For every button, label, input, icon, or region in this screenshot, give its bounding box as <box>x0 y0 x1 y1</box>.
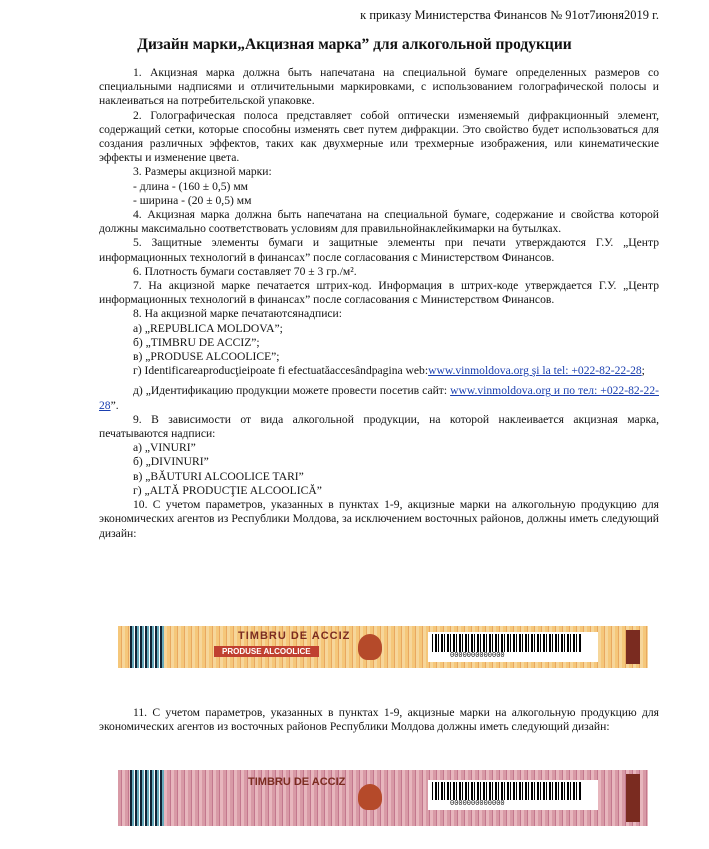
stamp-title: TIMBRU DE ACCIZ <box>238 630 351 642</box>
stamp-product-label: PRODUSE ALCOOLICE <box>214 646 319 657</box>
paragraph-8-item-b: б) „TIMBRU DE ACCIZ”; <box>133 335 260 349</box>
hologram-strip <box>130 626 164 668</box>
paragraph-3: 3. Размеры акцизной марки: <box>133 165 272 179</box>
side-band <box>626 774 640 822</box>
side-band <box>626 630 640 664</box>
document-body <box>99 66 659 541</box>
barcode-panel <box>428 632 598 662</box>
paragraph-4: 4. Акцизная марка должна быть напечатана на специальной бумаге, содержание и свойства которой должны максимально соответствовать условиям для правильнойнаклейкимарки на бутылках. <box>99 208 659 236</box>
vinmoldova-link-ro[interactable]: www.vinmoldova.org şi la tel: +022-82-22-28 <box>428 364 642 378</box>
document-title: Дизайн марки„Акцизная марка” для алкогольной продукции <box>137 36 572 53</box>
excise-stamp-image-1 <box>118 626 648 668</box>
paragraph-5: 5. Защитные элементы бумаги и защитные элементы при печати утверждаются Г.У. „Центр информационных технологий в финансах” после согласования с Министерством Финансов. <box>99 236 659 264</box>
vinmoldova-link-ru[interactable]: www.vinmoldova.org и по тел: +022-82-22-28 <box>99 384 659 412</box>
moldova-crest-icon <box>358 634 382 660</box>
paragraph-6: 6. Плотность бумаги составляет 70 ± 3 гр./м². <box>133 264 357 278</box>
paragraph-10: 10. С учетом параметров, указанных в пунктах 1-9, акцизные марки на алкогольную продукцию для экономических агентов из Республики Молдова, за исключением восточных районов, должны иметь следующий дизайн: <box>99 498 659 540</box>
barcode-panel <box>428 780 598 810</box>
hologram-strip <box>130 770 164 826</box>
paragraph-8-item-a: а) „REPUBLICA MOLDOVA”; <box>133 321 283 335</box>
paragraph-9-item-d: г) „ALTĂ PRODUCŢIE ALCOOLICĂ” <box>133 483 322 497</box>
paragraph-9-item-c: в) „BĂUTURI ALCOOLICE TARI” <box>133 469 304 483</box>
paragraph-3-width: - ширина - (20 ± 0,5) мм <box>133 193 252 207</box>
document-body-continued <box>99 706 659 734</box>
barcode-number: 0000000000000 <box>450 800 505 808</box>
paragraph-9-item-b: б) „DIVINURI” <box>133 455 209 469</box>
paragraph-8-item-d <box>99 364 659 378</box>
barcode-icon <box>432 634 582 652</box>
item-e-end: ”. <box>110 398 119 412</box>
item-d-end: ; <box>641 364 645 378</box>
paragraph-11: 11. С учетом параметров, указанных в пунктах 1-9, акцизные марки на алкогольную продукцию для экономических агентов из восточных районов Республики Молдова должны иметь следующий дизайн: <box>99 706 659 734</box>
paragraph-9-item-a: а) „VINURI” <box>133 441 196 455</box>
barcode-icon <box>432 782 582 800</box>
paragraph-3-length: - длина - (160 ± 0,5) мм <box>133 179 248 193</box>
paragraph-2: 2. Голографическая полоса представляет собой оптически изменяемый дифракционный элемент, содержащий сетки, которые способны изменять свет путем дифракции. Это свойство будет использоваться для создания различных эффектов, таких как двухмерные или трехмерные изображения, или кинематические эффекты и изменение цвета. <box>99 108 659 165</box>
order-reference: к приказу Министерства Финансов № 91от7июня2019 г. <box>360 8 659 22</box>
moldova-crest-icon <box>358 784 382 810</box>
barcode-number: 0000000000000 <box>450 652 505 660</box>
paragraph-8-item-e <box>99 384 659 412</box>
paragraph-9: 9. В зависимости от вида алкогольной продукции, на которой наклеивается акцизная марка, печатываются надписи: <box>99 412 659 441</box>
paragraph-7: 7. На акцизной марке печатается штрих-код. Информация в штрих-коде утверждается Г.У. „Центр информационных технологий в финансах” после согласования с Министерством Финансов. <box>99 279 659 307</box>
stamp-title: TIMBRU DE ACCIZ <box>248 776 346 788</box>
paragraph-8-item-c: в) „PRODUSE ALCOOLICE”; <box>133 350 280 364</box>
paragraph-1: 1. Акцизная марка должна быть напечатана на специальной бумаге определенных размеров со специальными надписями и отличительными маркировками, с использованием голографической полосы и наклеиваться на потребительской упаковке. <box>99 66 659 108</box>
item-e-text: д) „Идентификацию продукции можете провести посетив сайт: <box>133 384 451 398</box>
paragraph-8: 8. На акцизной марке печатаютсянадписи: <box>133 307 342 321</box>
excise-stamp-image-2 <box>118 770 648 826</box>
item-d-text: г) Identificareaproducţieipoate fi efectuatăaccesândpagina web: <box>133 364 429 378</box>
